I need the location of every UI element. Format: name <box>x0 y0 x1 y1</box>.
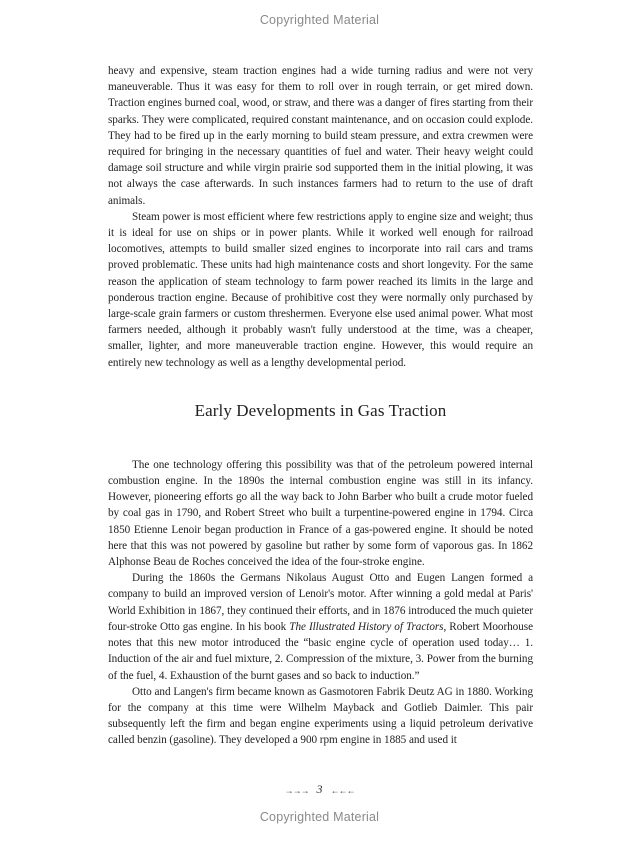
left-ornament-icon: →→→ <box>284 785 309 796</box>
paragraph-petroleum: The one technology offering this possibility was that of the petroleum powered internal combustion engine. In the 1890s the internal combustion engine was still in its infancy. However, pioneering efforts go all the way back to John Barber who built a crude motor fueled by coal gas in 1790, and Robert Street who built a turpentine-powered engine in 1794. Circa 1850 Etienne Lenoir began production in France of a gas-powered engine. It should be noted here that this was not powered by gasoline but rather by some form of vaporous gas. In 1862 Alphonse Beau de Roches conceived the idea of the four-stroke engine. <box>108 458 533 569</box>
page-body <box>108 63 533 749</box>
right-ornament-icon: ←←← <box>330 785 355 796</box>
page-folio <box>0 782 639 797</box>
copyright-watermark-top: Copyrighted Material <box>259 13 380 27</box>
paragraph-steam-power: Steam power is most efficient where few restrictions apply to engine size and weight; thus it is ideal for use on ships or in power plants. While it worked well enough for railroad locomotives, attempts to build smaller sized engines to incorporate into rail cars and trams proved problematic. These units had high maintenance costs and short longevity. For the same reason the application of steam technology to farm power reached its limits in the large and ponderous traction engine. Because of prohibitive cost they were normally only purchased by large-scale grain farmers or custom threshermen. Everyone else used animal power. What most farmers needed, although it probably wasn't fully understood at the time, was a cheaper, smaller, lighter, and more maneuverable traction engine. However, this would require an entirely new technology as well as a lengthy developmental period. <box>108 210 533 369</box>
book-title: The Illustrated History of Tractors <box>289 620 444 633</box>
paragraph-text-part: During the 1860s the Germans Nikolaus August Otto and Eugen Langen formed a company to build an improved version of Lenoir's motor. After winning a gold medal at Paris' World Exhibition in 1867, they continued their efforts, and in 1876 introduced the much quieter four-stroke Otto gas engine. In his book <box>108 572 533 633</box>
page-number: 3 <box>316 782 323 796</box>
paragraph-deutz: Otto and Langen's firm became known as Gasmotoren Fabrik Deutz AG in 1880. Working for the company at this time were Wilhelm Mayback and Gotlieb Daimler. This pair subsequently left the firm and began engine experiments using a liquid petroleum derivative called benzin (gasoline). They developed a 900 rpm engine in 1885 and used it <box>108 685 533 747</box>
section-heading: Early Developments in Gas Traction <box>194 400 447 420</box>
paragraph-continued: heavy and expensive, steam traction engines had a wide turning radius and were not very maneuverable. Thus it was easy for them to roll over in rough terrain, or get mired down. Traction engines burned coal, wood, or straw, and there was a danger of fires starting from their sparks. They were complicated, required constant maintenance, and on occasion could explode. They had to be fired up in the early morning to build steam pressure, and extra crewmen were required for bringing in the necessary quantities of fuel and water. Their heavy weight could damage soil structure and while virgin prairie sod supported them in the initial plowing, it was not always the case afterwards. In such instances farmers had to return to the use of draft animals. <box>108 65 533 207</box>
paragraph-otto-langen <box>108 570 533 683</box>
copyright-watermark-bottom: Copyrighted Material <box>259 810 380 824</box>
paragraph-text-part: , Robert Moorhouse notes that this new motor introduced the “basic engine cycle of operation used today… 1. Induction of the air and fuel mixture, 2. Compression of the mixture, 3. Power from the burning of the fuel, 4. Exhaustion of the burnt gases and so back to induction.” <box>108 620 533 682</box>
